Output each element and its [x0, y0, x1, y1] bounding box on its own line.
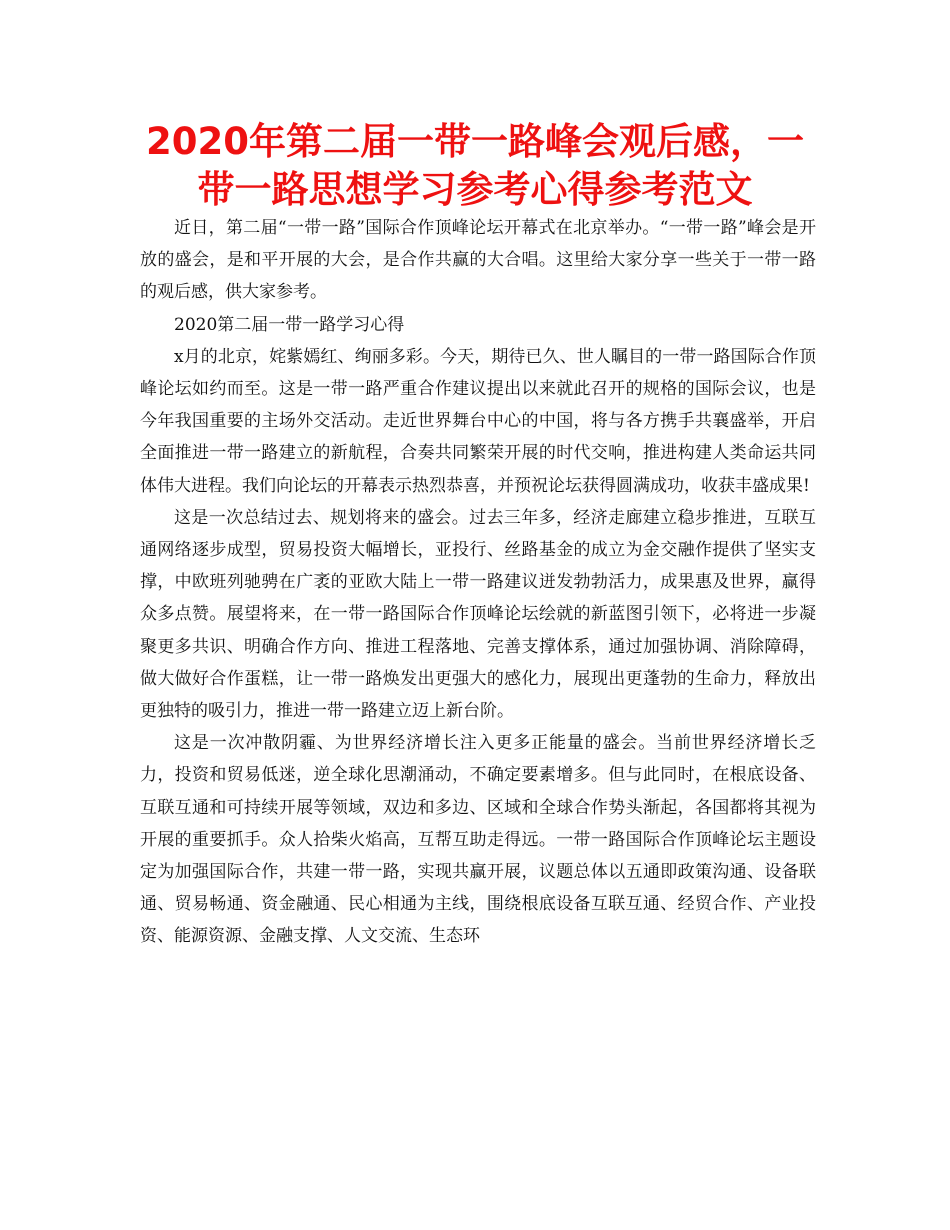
document-body: [140, 212, 816, 953]
paragraph-review-future: 这是一次总结过去、规划将来的盛会。过去三年多，经济走廊建立稳步推进，互联互通网络逐步成型，贸易投资大幅增长，亚投行、丝路基金的成立为金交融作提供了坚实支撑，中欧班列驰骋在广袤的亚欧大陆上一带一路建议迸发勃勃活力，成果惠及世界，赢得众多点赞。展望将来，在一带一路国际合作顶峰论坛绘就的新蓝图引领下，必将进一步凝聚更多共识、明确合作方向、推进工程落地、完善支撑体系，通过加强协调、消除障碍，做大做好合作蛋糕，让一带一路焕发出更强大的感化力，展现出更蓬勃的生命力，释放出更独特的吸引力，推进一带一路建立迈上新台阶。: [140, 507, 816, 722]
paragraph-opening: x月的北京，姹紫嫣红、绚丽多彩。今天，期待已久、世人瞩目的一带一路国际合作顶峰论坛如约而至。这是一带一路严重合作建议提出以来就此召开的规格的国际会议，也是今年我国重要的主场外交活动。走近世界舞台中心的中国，将与各方携手共襄盛举，开启全面推进一带一路建立的新航程，合奏共同繁荣开展的时代交响，推进构建人类命运共同体伟大进程。我们向论坛的开幕表示热烈恭喜，并预祝论坛获得圆满成功，收获丰盛成果!: [140, 346, 816, 496]
document-title: 2020年第二届一带一路峰会观后感，一带一路思想学习参考心得参考范文: [146, 120, 804, 211]
paragraph-intro: 近日，第二届“一带一路”国际合作顶峰论坛开幕式在北京举办。“一带一路”峰会是开放的盛会，是和平开展的大会，是合作共赢的大合唱。这里给大家分享一些关于一带一路的观后感，供大家参考。: [140, 218, 816, 303]
paragraph-world-economy: 这是一次冲散阴霾、为世界经济增长注入更多正能量的盛会。当前世界经济增长乏力，投资和贸易低迷，逆全球化思潮涌动，不确定要素增多。但与此同时，在根底设备、互联互通和可持续开展等领域，双边和多边、区域和全球合作势头渐起，各国都将其视为开展的重要抓手。众人拾柴火焰高，互帮互助走得远。一带一路国际合作顶峰论坛主题设定为加强国际合作，共建一带一路，实现共赢开展，议题总体以五通即政策沟通、设备联通、贸易畅通、资金融通、民心相通为主线，围绕根底设备互联互通、经贸合作、产业投资、能源资源、金融支撑、人文交流、生态环: [140, 733, 816, 947]
section-heading: 2020第二届一带一路学习心得: [174, 314, 405, 335]
